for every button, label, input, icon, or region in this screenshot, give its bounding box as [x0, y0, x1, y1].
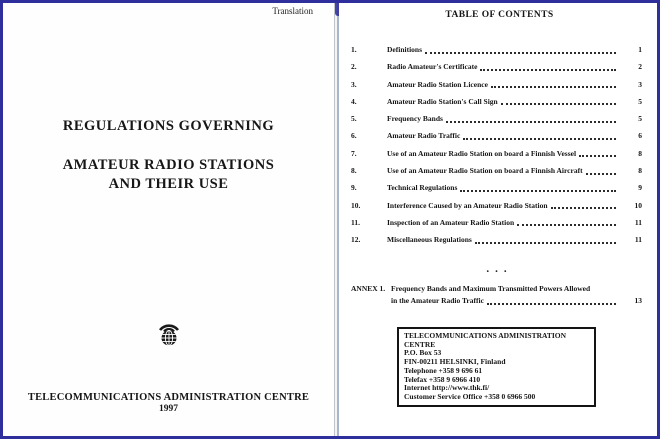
- toc-entry-title: Interference Caused by an Amateur Radio Station: [387, 200, 548, 210]
- toc-entry-title: Technical Regulations: [387, 183, 458, 193]
- contact-box-line: CENTRE: [404, 339, 436, 349]
- section-separator: ...: [486, 263, 513, 275]
- toc-entry-number: 4.: [351, 96, 357, 106]
- contact-box-line: Internet http://www.thk.fi/: [404, 383, 490, 393]
- dot-leader: [586, 173, 616, 175]
- toc-entry-row: [351, 218, 642, 228]
- cover-page: [3, 3, 335, 436]
- annex-title-line-1: Frequency Bands and Maximum Transmitted Powers Allowed: [391, 284, 591, 293]
- title-line-3: AND THEIR USE: [108, 176, 229, 192]
- dot-leader: [501, 103, 616, 105]
- dot-leader: [446, 121, 616, 123]
- toc-entry-page: 8: [638, 148, 642, 158]
- contact-box-line: P.O. Box 53: [404, 348, 442, 358]
- toc-entry-row: [351, 131, 642, 141]
- toc-entry-row: [351, 62, 642, 72]
- toc-entry-row: [351, 149, 642, 159]
- toc-entry-page: 10: [634, 200, 642, 210]
- toc-entry-row: [351, 201, 642, 211]
- publisher-name: TELECOMMUNICATIONS ADMINISTRATION CENTRE: [27, 392, 310, 403]
- toc-entry-row: [351, 114, 642, 124]
- toc-entry-page: 5: [638, 96, 642, 106]
- toc-entry-number: 12.: [351, 235, 361, 245]
- toc-heading: TABLE OF CONTENTS: [445, 10, 554, 20]
- contact-box-line: Telephone +358 9 696 61: [404, 365, 483, 375]
- toc-entry-number: 9.: [351, 183, 357, 193]
- dot-leader: [551, 207, 616, 209]
- dot-leader: [460, 190, 616, 192]
- toc-entry-number: 6.: [351, 131, 357, 141]
- annex-title-text: in the Amateur Radio Traffic: [391, 296, 484, 305]
- toc-entry-title: Use of an Amateur Radio Station on board a Finnish Aircraft: [387, 166, 583, 176]
- contact-box-line: TELECOMMUNICATIONS ADMINISTRATION: [404, 331, 567, 340]
- dot-leader: [487, 303, 616, 305]
- dot-leader: [517, 224, 616, 226]
- dot-leader: [579, 155, 616, 157]
- annex-entry: [351, 284, 642, 306]
- dot-leader: [491, 86, 616, 88]
- publication-year: 1997: [159, 404, 178, 414]
- toc-entry-title: Use of an Amateur Radio Station on board a Finnish Vessel: [387, 148, 577, 158]
- toc-entry-page: 11: [634, 235, 642, 245]
- contact-box-line: FIN-00211 HELSINKI, Finland: [404, 357, 506, 367]
- toc-entry-number: 11.: [351, 217, 360, 227]
- toc-entry-row: [351, 235, 642, 245]
- translation-label: Translation: [272, 6, 313, 16]
- radio-waves-globe-icon: [156, 320, 182, 347]
- toc-entry-page: 9: [638, 183, 642, 193]
- dot-leader: [463, 138, 616, 140]
- toc-entry-row: [351, 97, 642, 107]
- annex-page-number: 13: [634, 296, 642, 305]
- toc-entry-number: 3.: [351, 79, 357, 89]
- toc-entry-number: 5.: [351, 114, 357, 124]
- dot-leader: [475, 242, 616, 244]
- toc-entry-number: 7.: [351, 148, 357, 158]
- toc-entry-title: Definitions: [387, 45, 423, 54]
- toc-entry-title: Miscellaneous Regulations: [387, 235, 472, 245]
- toc-list: [351, 45, 642, 253]
- toc-entry-page: 11: [634, 217, 642, 227]
- toc-entry-number: 2.: [351, 62, 357, 72]
- contact-box-line: Telefax +358 9 6966 410: [404, 374, 481, 384]
- title-line-2: AMATEUR RADIO STATIONS: [62, 157, 275, 173]
- toc-page: [339, 3, 660, 436]
- dot-leader: [480, 69, 616, 71]
- contact-info-box: [397, 327, 596, 407]
- title-line-1: REGULATIONS GOVERNING: [62, 118, 275, 134]
- annex-content: [391, 284, 642, 306]
- toc-entry-page: 5: [638, 114, 642, 124]
- dot-leader: [425, 52, 616, 54]
- toc-entry-title: Amateur Radio Station's Call Sign: [387, 96, 498, 106]
- toc-entry-title: Inspection of an Amateur Radio Station: [387, 217, 515, 227]
- contact-box-line: Customer Service Office +358 0 6966 500: [404, 391, 536, 401]
- toc-entry-page: 2: [638, 62, 642, 72]
- annex-label: ANNEX 1.: [351, 284, 386, 293]
- toc-entry-row: [351, 80, 642, 90]
- cover-footer: [3, 392, 334, 414]
- toc-entry-row: [351, 183, 642, 193]
- toc-entry-title: Frequency Bands: [387, 114, 443, 124]
- toc-entry-page: 8: [638, 166, 642, 176]
- toc-entry-row: [351, 45, 642, 55]
- toc-entry-number: 10.: [351, 200, 361, 210]
- toc-entry-page: 6: [638, 131, 642, 141]
- toc-entry-row: [351, 166, 642, 176]
- toc-entry-number: 1.: [351, 45, 357, 54]
- toc-entry-title: Amateur Radio Station Licence: [387, 79, 488, 89]
- document-title: [3, 118, 334, 194]
- toc-entry-title: Amateur Radio Traffic: [387, 131, 461, 141]
- toc-entry-page: 1: [638, 45, 642, 54]
- toc-entry-page: 3: [638, 79, 642, 89]
- toc-entry-number: 8.: [351, 166, 357, 176]
- toc-entry-title: Radio Amateur's Certificate: [387, 62, 478, 72]
- annex-title-line-2: [391, 296, 642, 306]
